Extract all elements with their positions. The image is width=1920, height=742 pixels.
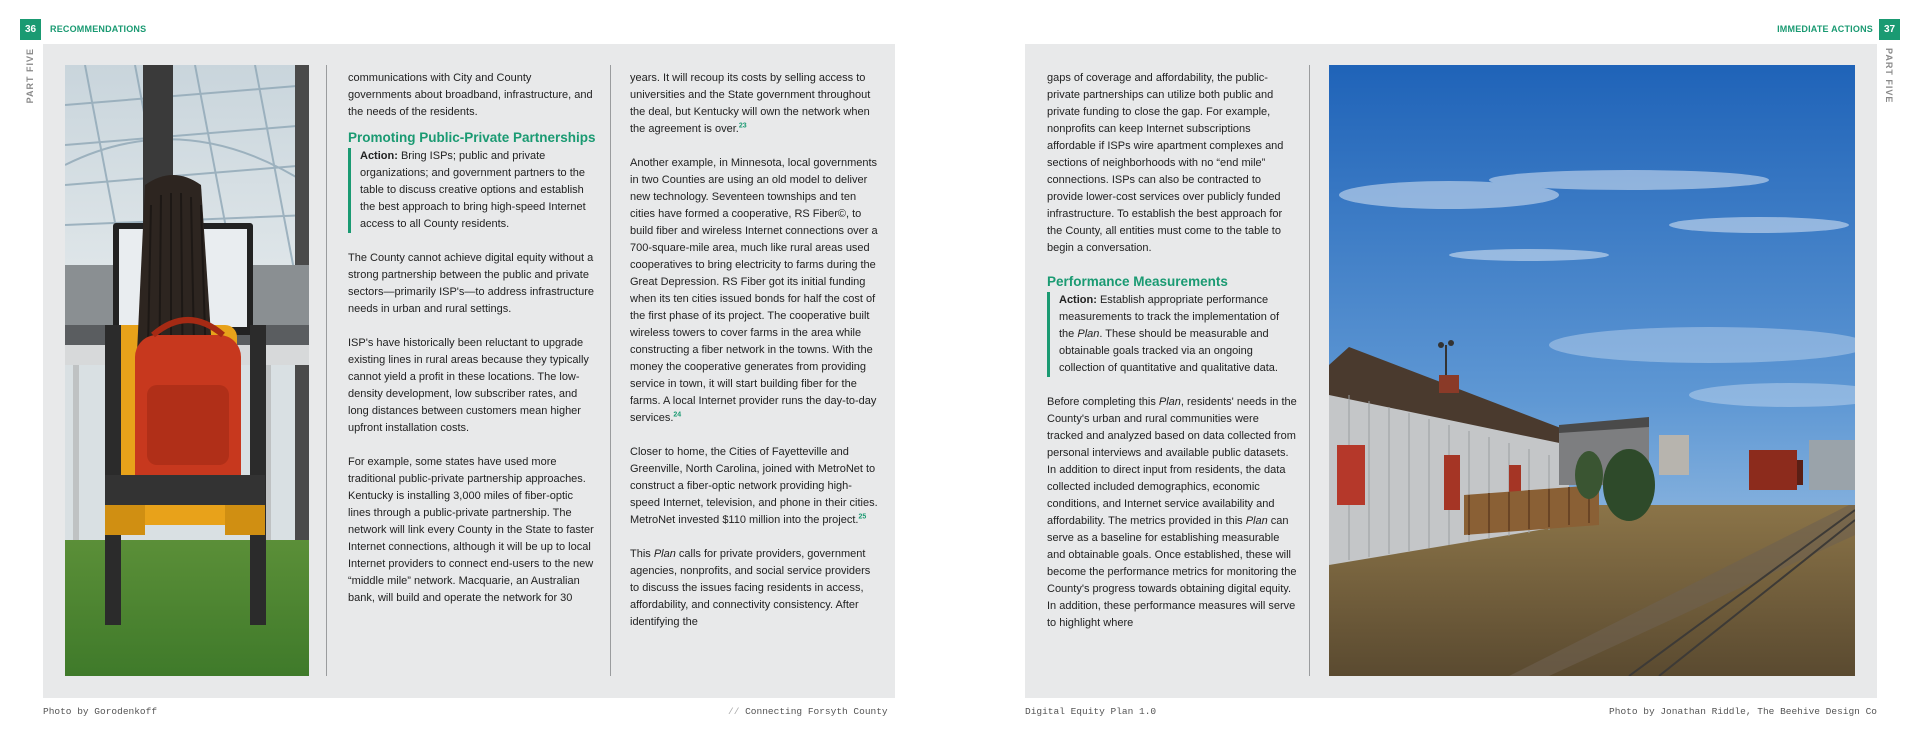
footnote-ref: 23 — [738, 122, 747, 130]
footnote-ref: 25 — [858, 513, 867, 521]
text-column-3 — [1047, 70, 1297, 632]
depot-photo — [1329, 65, 1855, 676]
page-number: 37 — [1879, 19, 1900, 40]
photo-credit: Photo by Jonathan Riddle, The Beehive Design Co — [1609, 706, 1877, 717]
section-label: IMMEDIATE ACTIONS — [1777, 24, 1873, 34]
paragraph: Closer to home, the Cities of Fayetteville and Greenville, North Carolina, joined with MetroNet to construct a fiber-optic network providing high-speed Internet, television, and phone in their cities. MetroNet invested $110 million into the project.$^{25}$ — [630, 446, 878, 526]
action-callout — [348, 148, 598, 233]
action-callout: Action: Establish appropriate performance measurements to track the implementation of the Plan. These should be measurable and obtainable goals tracked via an ongoing collection of quantitative and qualitative data. — [1047, 292, 1297, 377]
student-photo — [65, 65, 309, 676]
part-label: PART FIVE — [25, 48, 35, 104]
paragraph: gaps of coverage and affordability, the public-private partnerships can utilize both public and private funding to close the gap. For example, nonprofits can keep Internet subscriptions affordable if ISPs wire apartment complexes and sections of neighborhoods with no “end mile” connections. ISPs can also be contracted to provide lower-cost services over publicly funded infrastructure. To establish the best approach for the County, all entities must come to the table to begin a conversation. — [1047, 72, 1284, 254]
column-divider — [610, 65, 611, 676]
footer-title: Digital Equity Plan 1.0 — [1025, 706, 1157, 717]
paragraph: years. It will recoup its costs by selling access to universities and the State government throughout the deal, but Kentucky will own the network when the agreement is over.$^{23}$ — [630, 72, 871, 135]
photo-credit: Photo by Gorodenkoff — [43, 706, 158, 717]
part-label: PART FIVE — [1884, 48, 1894, 104]
paragraph: For example, some states have used more traditional public-private partnership approaches. Kentucky is installing 3,000 miles of fiber-optic lines through a public-private partnership. The network will link every County in the State to faster Internet connections, although it will be up to local Internet providers to connect end-users to the new “middle mile” network. Macquarie, an Australian bank, will build and operate the network for 30 — [348, 456, 594, 604]
paragraph: communications with City and County governments about broadband, infrastructure, and the needs of the residents. — [348, 72, 593, 118]
paragraph: The County cannot achieve digital equity without a strong partnership between the public and private sectors—primarily ISP's—to address infrastructure needs in urban and rural settings. — [348, 252, 595, 315]
paragraph: Another example, in Minnesota, local governments in two Counties are using an old model to deliver new technology. Seventeen townships and ten cities have formed a cooperative, RS Fiber©, to build fiber and wireless Internet connections over a 700-square-mile area, much like rural areas used cooperatives to bring electricity to farms during the Great Depression. RS Fiber got its initial funding when its ten cities issued bonds for half the cost of the first phase of its project. The cooperative built wireless towers to cover farms in the area while constructing a fiber network in the towns. With the money the cooperative generates from providing service in town, it will start building fiber for the farms. A local Internet provider runs the day-to-day services.$^{24}$ — [630, 157, 878, 424]
text-column-2 — [630, 70, 880, 631]
paragraph: Before completing this Plan, residents' needs in the County's urban and rural communities were tracked and analyzed based on data collected from personal interviews and available public datasets. In addition to direct input from residents, the data collected included demographics, economic conditions, and Internet service availability and affordability. The metrics provided in this Plan can serve as a baseline for establishing measurable and obtainable goals. Once established, these will become the performance metrics for monitoring the County's progress towards obtaining digital equity. In addition, these performance measures will serve to highlight where — [1047, 396, 1297, 629]
paragraph: This Plan calls for private providers, government agencies, nonprofits, and social service providers to discuss the issues facing residents in access, affordability, and connectivity consistency. After identifying the — [630, 548, 871, 628]
column-divider — [326, 65, 327, 676]
section-label: RECOMMENDATIONS — [50, 24, 147, 34]
footer-title: // Connecting Forsyth County — [728, 706, 888, 717]
footnote-ref: 24 — [673, 411, 682, 419]
paragraph: ISP's have historically been reluctant to upgrade existing lines in rural areas because they typically cannot yield a profit in these locations. The low-density development, low subscriber rates, and long distances between customers mean higher upfront installation costs. — [348, 337, 589, 434]
section-heading: Promoting Public-Private Partnerships — [348, 130, 596, 145]
page-number: 36 — [20, 19, 41, 40]
action-label: Action: — [1059, 294, 1097, 306]
action-text: Bring ISPs; public and private organizations; and government partners to the table to discuss creative options and establish the best approach to bring high-speed Internet access to all County residents. — [360, 150, 586, 230]
text-column-1 — [348, 70, 598, 607]
section-heading: Performance Measurements — [1047, 274, 1228, 289]
column-divider — [1309, 65, 1310, 676]
action-label: Action: — [360, 150, 398, 162]
